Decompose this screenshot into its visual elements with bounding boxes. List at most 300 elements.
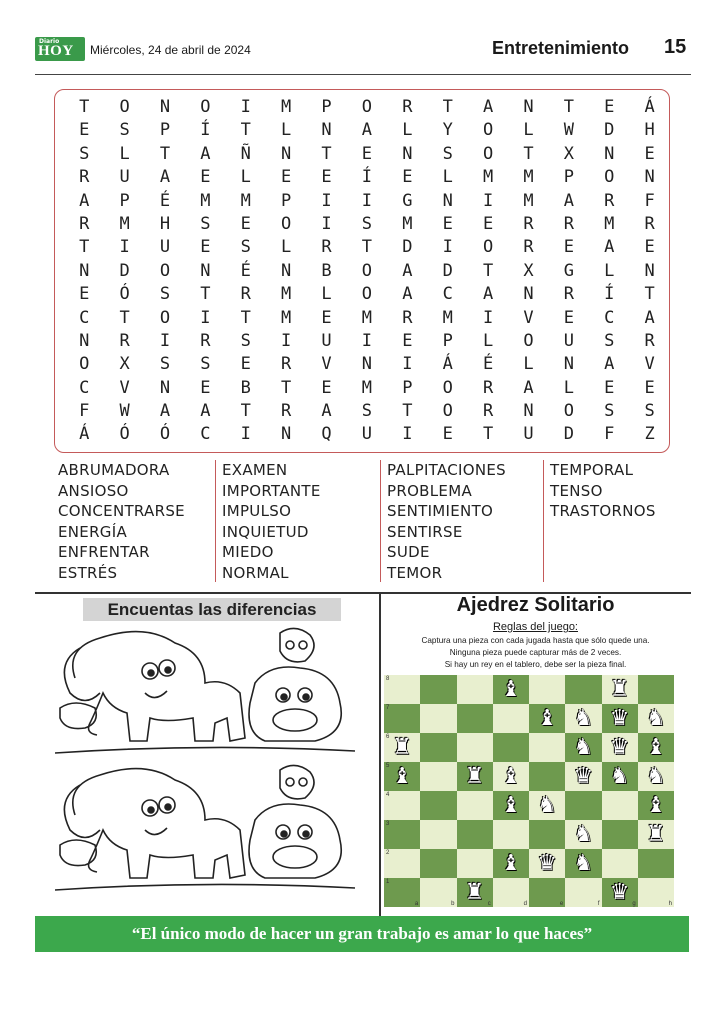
grid-letter: A <box>523 377 534 398</box>
grid-letter: E <box>200 237 211 258</box>
grid-letter: E <box>644 377 655 398</box>
board-square <box>529 733 565 762</box>
grid-letter: I <box>159 330 171 351</box>
grid-letter: X <box>523 260 534 281</box>
board-square <box>420 675 456 704</box>
board-square <box>602 878 638 907</box>
grid-letter: R <box>240 284 251 305</box>
board-square <box>602 704 638 733</box>
grid-letter: T <box>240 307 251 328</box>
board-square <box>457 704 493 733</box>
grid-letter: C <box>604 307 615 328</box>
word-list-item: INQUIETUD <box>222 522 309 541</box>
grid-letter: E <box>79 120 90 141</box>
grid-letter: E <box>442 213 453 234</box>
white-knight-icon[interactable]: ♞ <box>573 821 594 847</box>
grid-letter: N <box>159 97 171 117</box>
grid-letter: R <box>482 377 494 398</box>
grid-letter: R <box>281 401 292 422</box>
grid-letter: O <box>200 97 211 117</box>
grid-letter: M <box>482 167 494 188</box>
grid-letter: E <box>240 213 251 234</box>
cartoon-image-top <box>55 623 365 763</box>
board-square <box>493 762 529 791</box>
grid-letter: I <box>119 237 130 258</box>
board-square <box>565 762 601 791</box>
grid-letter: A <box>604 354 615 375</box>
grid-letter: U <box>361 424 373 445</box>
white-bishop-icon[interactable]: ♝ <box>501 850 521 876</box>
word-list-item: PROBLEMA <box>387 481 473 500</box>
board-square <box>384 849 420 878</box>
grid-letter: N <box>644 167 655 188</box>
grid-letter: C <box>442 284 453 305</box>
white-rook-icon[interactable]: ♜ <box>464 879 485 905</box>
board-square <box>638 791 674 820</box>
grid-letter: S <box>79 143 90 164</box>
grid-letter: S <box>361 401 373 422</box>
chess-rules <box>380 635 691 671</box>
white-bishop-icon[interactable]: ♝ <box>501 792 521 818</box>
grid-letter: M <box>361 377 373 398</box>
grid-letter: N <box>79 260 90 281</box>
grid-letter: E <box>321 307 332 328</box>
white-knight-icon[interactable]: ♞ <box>573 850 594 876</box>
differences-title: Encuentas las diferencias <box>83 598 341 621</box>
grid-letter: I <box>482 307 494 328</box>
grid-letter: L <box>119 143 130 164</box>
word-list-item: TENSO <box>550 481 603 500</box>
grid-letter: R <box>402 307 413 328</box>
white-knight-icon[interactable]: ♞ <box>573 705 594 731</box>
chess-rule: Ninguna pieza puede capturar más de 2 veces. <box>449 648 622 657</box>
white-knight-icon[interactable]: ♞ <box>609 763 630 789</box>
word-list-item: ENFRENTAR <box>58 543 150 561</box>
board-square <box>638 849 674 878</box>
grid-letter: B <box>321 260 332 281</box>
white-rook-icon[interactable]: ♜ <box>609 676 630 702</box>
board-square <box>420 733 456 762</box>
grid-letter: M <box>119 213 130 234</box>
grid-letter: P <box>119 190 130 211</box>
board-square <box>457 820 493 849</box>
grid-letter: N <box>644 260 655 281</box>
header-divider <box>35 74 691 75</box>
grid-letter: I <box>402 354 413 375</box>
board-square <box>638 675 674 704</box>
grid-letter: E <box>604 97 615 117</box>
grid-letter: Y <box>442 120 453 141</box>
white-queen-icon[interactable]: ♛ <box>537 850 557 876</box>
grid-letter: I <box>321 213 332 234</box>
grid-letter: E <box>200 377 211 398</box>
grid-letter: M <box>281 97 292 117</box>
grid-letter: V <box>321 354 332 375</box>
chess-board <box>384 675 674 907</box>
board-square <box>420 704 456 733</box>
board-square <box>565 791 601 820</box>
grid-letter: Í <box>604 284 615 305</box>
grid-letter: F <box>604 424 615 445</box>
chess-rule: Si hay un rey en el tablero, debe ser la pieza final. <box>444 660 627 669</box>
grid-letter: I <box>482 190 494 211</box>
grid-letter: L <box>281 120 292 141</box>
white-knight-icon[interactable]: ♞ <box>537 792 557 818</box>
file-label: h <box>668 901 672 907</box>
white-bishop-icon[interactable]: ♝ <box>392 763 412 789</box>
board-square <box>529 675 565 704</box>
grid-letter: S <box>159 284 171 305</box>
grid-letter: E <box>402 167 413 188</box>
white-knight-icon[interactable]: ♞ <box>646 763 666 789</box>
grid-letter: M <box>604 213 615 234</box>
word-list-item: TEMPORAL <box>550 461 634 479</box>
grid-letter: D <box>563 424 574 445</box>
grid-letter: Ó <box>119 424 130 445</box>
word-list-column-2 <box>215 460 321 582</box>
grid-letter: M <box>523 167 534 188</box>
word-list-item: IMPULSO <box>222 502 292 520</box>
board-square <box>457 675 493 704</box>
chess-title: Ajedrez Solitario <box>456 594 615 616</box>
grid-letter: M <box>281 307 292 328</box>
grid-letter: N <box>402 143 413 164</box>
grid-letter: T <box>159 143 171 164</box>
grid-letter: R <box>321 237 332 258</box>
board-square <box>529 704 565 733</box>
grid-letter: N <box>159 377 171 398</box>
grid-letter: L <box>321 284 332 305</box>
grid-letter: E <box>240 354 251 375</box>
grid-letter: O <box>119 97 130 117</box>
grid-letter: R <box>281 354 292 375</box>
newspaper-logo <box>35 37 85 61</box>
grid-letter: R <box>200 330 211 351</box>
grid-letter: T <box>79 237 90 258</box>
board-square <box>493 820 529 849</box>
grid-letter: É <box>240 260 251 281</box>
file-label: d <box>523 901 527 907</box>
rank-label: 4 <box>386 792 390 798</box>
grid-letter: O <box>482 120 494 141</box>
grid-letter: T <box>563 97 574 117</box>
board-square <box>384 733 420 762</box>
white-bishop-icon[interactable]: ♝ <box>537 705 557 731</box>
board-square <box>420 849 456 878</box>
grid-letter: D <box>119 260 130 281</box>
grid-letter: O <box>442 377 453 398</box>
word-list-item: SENTIMIENTO <box>387 502 494 520</box>
white-queen-icon[interactable]: ♛ <box>609 734 630 760</box>
grid-letter: U <box>563 330 574 351</box>
grid-letter: R <box>563 284 574 305</box>
board-square <box>602 849 638 878</box>
board-square <box>529 762 565 791</box>
grid-letter: A <box>200 401 211 422</box>
grid-letter: N <box>563 354 574 375</box>
grid-letter: A <box>321 401 332 422</box>
cartoon-image-bottom <box>55 760 365 900</box>
grid-letter: O <box>159 260 171 281</box>
grid-letter: W <box>563 120 574 141</box>
logo-big-text: HOY <box>38 43 74 59</box>
word-list-item: ENERGÍA <box>58 522 128 541</box>
grid-letter: R <box>79 213 90 234</box>
grid-letter: T <box>402 401 413 422</box>
grid-letter: E <box>563 237 574 258</box>
board-square <box>602 762 638 791</box>
grid-letter: L <box>442 167 453 188</box>
grid-letter: O <box>361 260 373 281</box>
grid-letter: A <box>200 143 211 164</box>
grid-letter: A <box>361 120 373 141</box>
board-square <box>638 762 674 791</box>
white-bishop-icon[interactable]: ♝ <box>501 763 521 789</box>
grid-letter: T <box>482 424 494 445</box>
grid-letter: C <box>79 377 90 398</box>
grid-letter: Z <box>644 424 655 445</box>
section-title: Entretenimiento <box>492 38 630 58</box>
board-square <box>493 849 529 878</box>
grid-letter: L <box>604 260 615 281</box>
grid-letter: H <box>644 120 655 141</box>
grid-letter: Á <box>644 97 655 117</box>
grid-letter: N <box>604 143 615 164</box>
grid-letter: S <box>644 401 655 422</box>
board-square <box>565 878 601 907</box>
grid-letter: O <box>361 284 373 305</box>
white-rook-icon[interactable]: ♜ <box>392 734 412 760</box>
rank-label: 3 <box>386 821 390 827</box>
grid-letter: L <box>482 330 494 351</box>
rank-label: 8 <box>386 676 390 682</box>
board-square <box>565 704 601 733</box>
grid-letter: É <box>482 354 494 375</box>
board-square <box>420 820 456 849</box>
white-queen-icon[interactable]: ♛ <box>609 879 630 905</box>
grid-letter: S <box>240 237 251 258</box>
grid-letter: Á <box>442 354 453 375</box>
white-rook-icon[interactable]: ♜ <box>646 821 666 847</box>
board-square <box>384 762 420 791</box>
grid-letter: S <box>604 330 615 351</box>
grid-letter: A <box>604 237 615 258</box>
grid-letter: I <box>402 424 413 445</box>
grid-letter: F <box>644 190 655 211</box>
white-bishop-icon[interactable]: ♝ <box>501 676 521 702</box>
grid-letter: R <box>644 213 655 234</box>
grid-letter: F <box>79 401 90 422</box>
board-square <box>493 675 529 704</box>
grid-letter: L <box>563 377 574 398</box>
grid-letter: O <box>482 237 494 258</box>
file-label: e <box>559 901 564 907</box>
grid-letter: G <box>563 260 574 281</box>
grid-letter: T <box>240 401 251 422</box>
grid-letter: A <box>402 260 413 281</box>
word-list-item: SUDE <box>387 543 430 561</box>
word-list-item: TRASTORNOS <box>550 502 656 520</box>
grid-letter: Ó <box>159 424 171 445</box>
grid-letter: S <box>604 401 615 422</box>
grid-letter: A <box>159 167 171 188</box>
grid-letter: O <box>604 167 615 188</box>
grid-letter: X <box>119 354 130 375</box>
grid-letter: U <box>119 167 130 188</box>
grid-letter: N <box>361 354 373 375</box>
grid-letter: R <box>402 97 413 117</box>
word-list-item: NORMAL <box>222 563 289 582</box>
white-knight-icon[interactable]: ♞ <box>646 705 666 731</box>
grid-letter: P <box>402 377 413 398</box>
board-square <box>602 675 638 704</box>
grid-letter: E <box>644 237 655 258</box>
grid-letter: P <box>159 120 171 141</box>
board-square <box>384 878 420 907</box>
grid-letter: É <box>159 190 171 211</box>
grid-letter: N <box>79 330 90 351</box>
grid-letter: N <box>523 401 534 422</box>
board-square <box>529 791 565 820</box>
chess-rules-title: Reglas del juego: <box>492 621 578 633</box>
logo-small-text: Diario <box>39 38 60 45</box>
board-square <box>529 878 565 907</box>
board-square <box>493 878 529 907</box>
grid-letter: A <box>402 284 413 305</box>
board-square <box>457 849 493 878</box>
grid-letter: B <box>240 377 251 398</box>
grid-letter: O <box>79 354 90 375</box>
grid-letter: Á <box>79 424 90 445</box>
grid-letter: O <box>563 401 574 422</box>
file-label: g <box>632 901 636 907</box>
grid-letter: X <box>563 143 574 164</box>
board-square <box>638 704 674 733</box>
grid-letter: A <box>482 97 494 117</box>
grid-letter: V <box>119 377 130 398</box>
white-bishop-icon[interactable]: ♝ <box>646 792 666 818</box>
grid-letter: D <box>442 260 453 281</box>
grid-letter: O <box>442 401 453 422</box>
grid-letter: Í <box>361 167 373 188</box>
grid-letter: P <box>321 97 332 117</box>
board-square <box>384 820 420 849</box>
grid-letter: T <box>281 377 292 398</box>
board-square <box>638 733 674 762</box>
grid-letter: I <box>200 307 211 328</box>
grid-letter: A <box>563 190 574 211</box>
grid-letter: I <box>321 190 332 211</box>
word-list-item: PALPITACIONES <box>387 461 506 479</box>
grid-letter: Ñ <box>240 143 251 164</box>
grid-letter: L <box>402 120 413 141</box>
grid-letter: U <box>321 330 332 351</box>
board-square <box>529 820 565 849</box>
white-queen-icon[interactable]: ♛ <box>573 763 594 789</box>
grid-letter: R <box>523 213 534 234</box>
board-square <box>384 791 420 820</box>
grid-letter: S <box>200 354 211 375</box>
rank-label: 1 <box>386 879 390 885</box>
white-rook-icon[interactable]: ♜ <box>464 763 485 789</box>
white-bishop-icon[interactable]: ♝ <box>646 734 666 760</box>
grid-letter: A <box>482 284 494 305</box>
grid-letter: A <box>644 307 655 328</box>
grid-letter: N <box>281 424 292 445</box>
grid-letter: Q <box>321 424 332 445</box>
grid-letter: M <box>240 190 251 211</box>
board-square <box>565 849 601 878</box>
grid-letter: S <box>442 143 453 164</box>
grid-letter: R <box>482 401 494 422</box>
grid-letter: P <box>281 190 292 211</box>
board-square <box>602 733 638 762</box>
grid-letter: E <box>604 377 615 398</box>
board-square <box>457 733 493 762</box>
grid-letter: R <box>604 190 615 211</box>
grid-letter: E <box>402 330 413 351</box>
grid-letter: S <box>361 213 373 234</box>
issue-date: Miércoles, 24 de abril de 2024 <box>90 43 251 57</box>
grid-letter: M <box>281 284 292 305</box>
word-list-item: CONCENTRARSE <box>58 502 185 520</box>
grid-letter: U <box>523 424 534 445</box>
grid-letter: N <box>523 284 534 305</box>
quote-banner: “El único modo de hacer un gran trabajo es amar lo que haces” <box>35 916 689 952</box>
grid-letter: T <box>119 307 130 328</box>
word-search-grid <box>64 96 670 447</box>
grid-letter: T <box>79 97 90 117</box>
grid-letter: E <box>79 284 90 305</box>
grid-letter: S <box>119 120 130 141</box>
grid-letter: T <box>523 143 534 164</box>
grid-letter: R <box>119 330 130 351</box>
rank-label: 5 <box>386 763 390 769</box>
grid-letter: L <box>281 237 292 258</box>
grid-letter: T <box>482 260 494 281</box>
board-square <box>565 675 601 704</box>
board-square <box>457 762 493 791</box>
file-label: b <box>451 901 455 907</box>
grid-letter: O <box>159 307 171 328</box>
grid-letter: U <box>159 237 171 258</box>
word-list-item: EXAMEN <box>222 461 288 479</box>
grid-letter: T <box>321 143 332 164</box>
grid-letter: N <box>281 260 292 281</box>
grid-letter: R <box>523 237 534 258</box>
board-square <box>493 733 529 762</box>
grid-letter: R <box>563 213 574 234</box>
white-queen-icon[interactable]: ♛ <box>609 705 630 731</box>
rank-label: 7 <box>386 705 390 711</box>
word-list-column-1 <box>58 460 185 582</box>
grid-letter: C <box>79 307 90 328</box>
grid-letter: A <box>159 401 171 422</box>
grid-letter: G <box>402 190 413 211</box>
grid-letter: M <box>200 190 211 211</box>
word-list-item: MIEDO <box>222 543 274 561</box>
page-number: 15 <box>664 36 687 58</box>
grid-letter: N <box>523 97 534 117</box>
board-square <box>529 849 565 878</box>
grid-letter: H <box>159 213 171 234</box>
grid-letter: M <box>402 213 413 234</box>
grid-letter: Í <box>200 120 211 141</box>
white-knight-icon[interactable]: ♞ <box>573 734 594 760</box>
grid-letter: T <box>200 284 211 305</box>
board-square <box>457 878 493 907</box>
grid-letter: O <box>361 97 373 117</box>
